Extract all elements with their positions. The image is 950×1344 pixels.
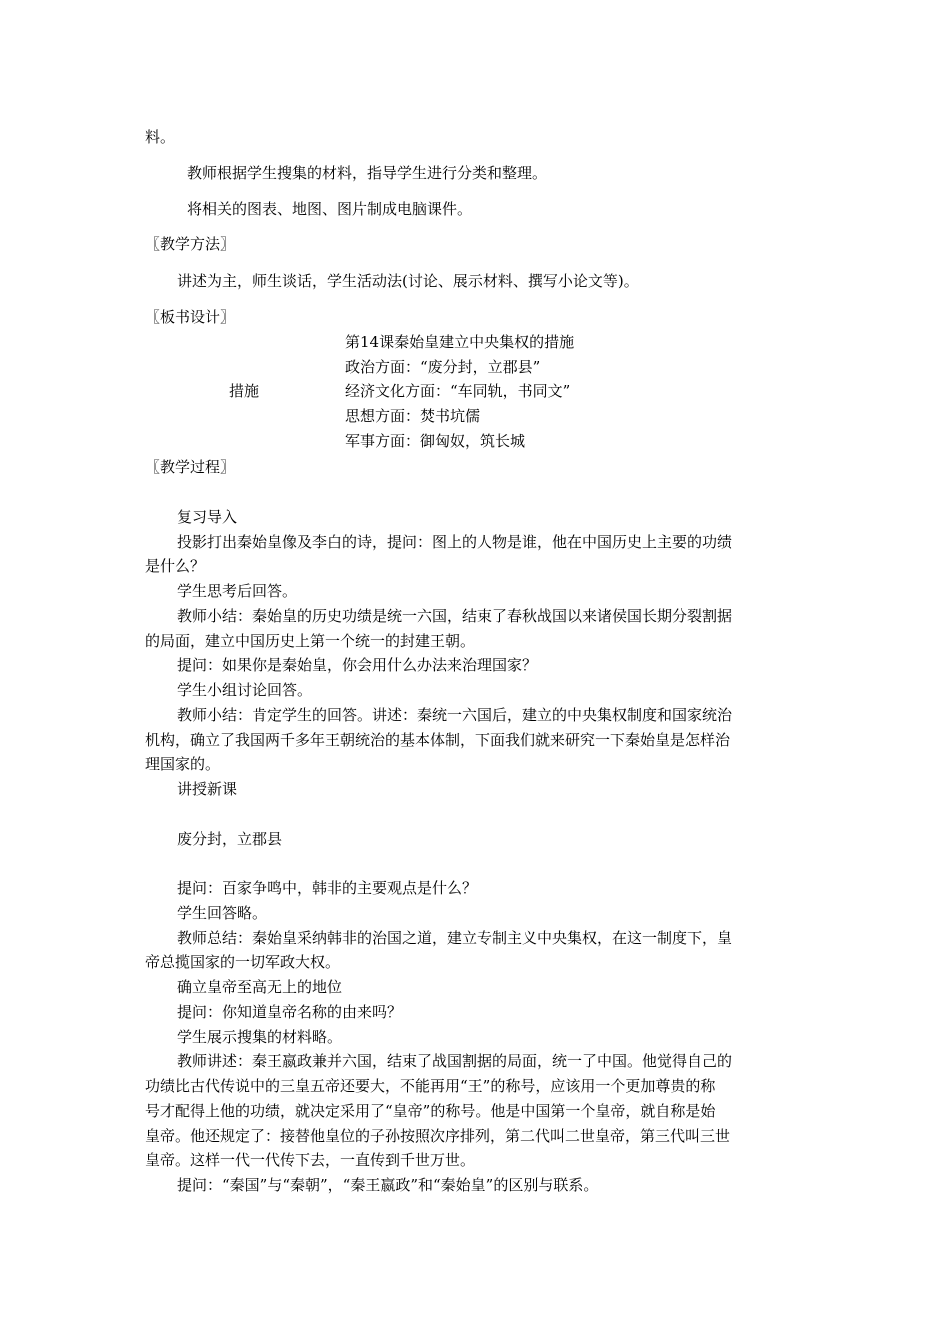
subheading: 废分封，立郡县 bbox=[177, 830, 283, 848]
paragraph-line: 教师小结：秦始皇的历史功绩是统一六国，结束了春秋战国以来诸侯国长期分裂割据 bbox=[177, 607, 733, 625]
intro-line: 料。 bbox=[145, 128, 176, 146]
intro-line: 将相关的图表、地图、图片制成电脑课件。 bbox=[187, 200, 473, 218]
paragraph-line: 教师讲述：秦王嬴政兼并六国，结束了战国割据的局面，统一了中国。他觉得自己的 bbox=[177, 1052, 733, 1070]
paragraph-line: 教师小结：肯定学生的回答。讲述：秦统一六国后，建立的中央集权制度和国家统治 bbox=[177, 706, 733, 724]
paragraph-line: 提问：百家争鸣中，韩非的主要观点是什么？ bbox=[177, 879, 478, 897]
paragraph-line: 学生回答略。 bbox=[177, 904, 268, 922]
subheading: 确立皇帝至高无上的地位 bbox=[177, 978, 343, 996]
board-item: 军事方面：御匈奴，筑长城 bbox=[345, 432, 526, 450]
paragraph-line: 是什么？ bbox=[145, 557, 206, 575]
intro-line: 教师根据学生搜集的材料，指导学生进行分类和整理。 bbox=[187, 164, 548, 182]
paragraph-line: 的局面，建立中国历史上第一个统一的封建王朝。 bbox=[145, 632, 476, 650]
paragraph-line: 功绩比古代传说中的三皇五帝还要大，不能再用“王”的称号，应该用一个更加尊贵的称 bbox=[145, 1077, 716, 1095]
section-heading-board: 〖板书设计〗 bbox=[145, 308, 236, 326]
paragraph-line: 投影打出秦始皇像及李白的诗，提问：图上的人物是谁，他在中国历史上主要的功绩 bbox=[177, 533, 733, 551]
paragraph-line: 提问：如果你是秦始皇，你会用什么办法来治理国家？ bbox=[177, 656, 538, 674]
board-item: 经济文化方面：“车同轨，书同文” bbox=[345, 382, 571, 400]
paragraph-line: 提问：你知道皇帝名称的由来吗？ bbox=[177, 1003, 403, 1021]
paragraph-line: 帝总揽国家的一切军政大权。 bbox=[145, 953, 341, 971]
subheading: 讲授新课 bbox=[177, 780, 238, 798]
paragraph-line: 皇帝。这样一代一代传下去，一直传到千世万世。 bbox=[145, 1151, 476, 1169]
board-title: 第14课秦始皇建立中央集权的措施 bbox=[345, 333, 575, 351]
paragraph-line: 学生思考后回答。 bbox=[177, 582, 298, 600]
method-text: 讲述为主，师生谈话，学生活动法(讨论、展示材料、撰写小论文等)。 bbox=[177, 272, 639, 290]
board-item: 政治方面：“废分封，立郡县” bbox=[345, 358, 541, 376]
board-item: 思想方面：焚书坑儒 bbox=[345, 407, 481, 425]
paragraph-line: 学生小组讨论回答。 bbox=[177, 681, 313, 699]
board-label: 措施 bbox=[229, 382, 260, 400]
paragraph-line: 号才配得上他的功绩，就决定采用了“皇帝”的称号。他是中国第一个皇帝，就自称是始 bbox=[145, 1102, 716, 1120]
paragraph-line: 提问：“秦国”与“秦朝”，“秦王嬴政”和“秦始皇”的区别与联系。 bbox=[177, 1176, 599, 1194]
paragraph-line: 教师总结：秦始皇采纳韩非的治国之道，建立专制主义中央集权，在这一制度下，皇 bbox=[177, 929, 733, 947]
paragraph-line: 皇帝。他还规定了：接替他皇位的子孙按照次序排列，第二代叫二世皇帝，第三代叫三世 bbox=[145, 1127, 731, 1145]
paragraph-line: 学生展示搜集的材料略。 bbox=[177, 1028, 343, 1046]
subheading: 复习导入 bbox=[177, 508, 238, 526]
section-heading-process: 〖教学过程〗 bbox=[145, 458, 236, 476]
paragraph-line: 理国家的。 bbox=[145, 755, 221, 773]
paragraph-line: 机构，确立了我国两千多年王朝统治的基本体制，下面我们就来研究一下秦始皇是怎样治 bbox=[145, 731, 731, 749]
section-heading-method: 〖教学方法〗 bbox=[145, 235, 236, 253]
